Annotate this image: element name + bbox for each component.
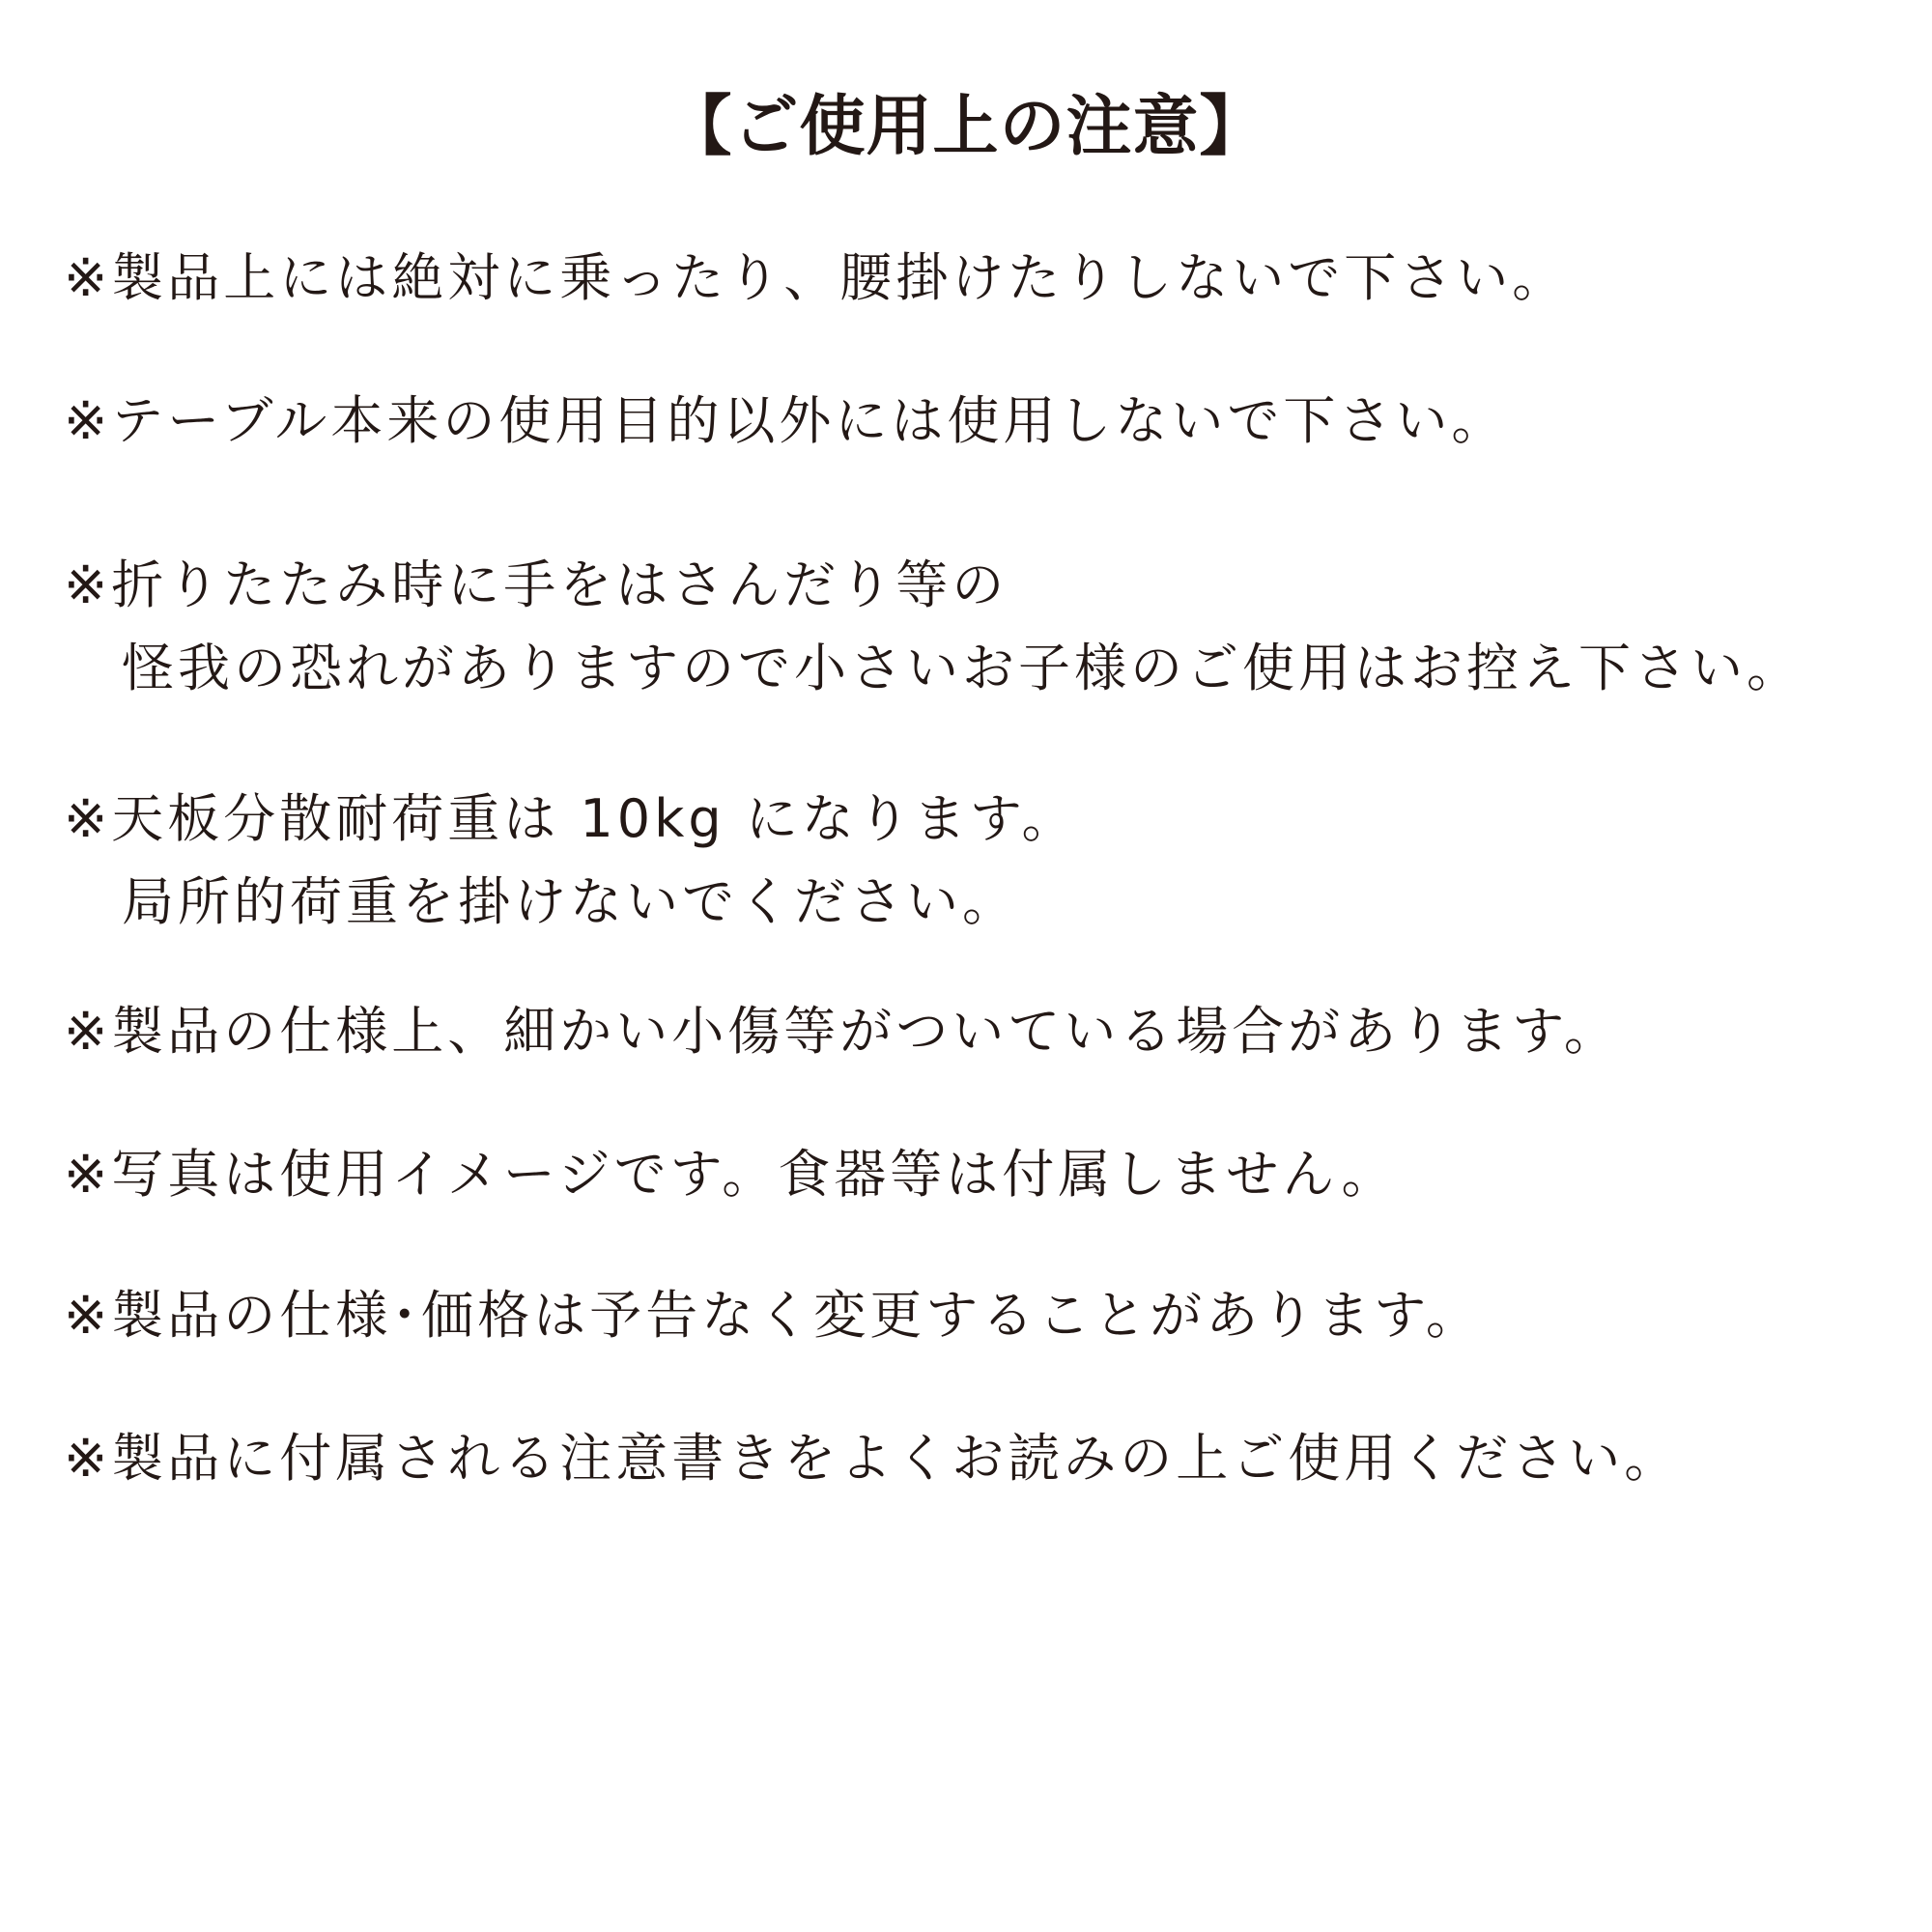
note-line-8: ※製品に付属される注意書きをよくお読みの上ご使用ください。	[64, 1428, 1681, 1489]
note-line-3a: ※折りたたみ時に手をはさんだり等の	[64, 554, 1009, 615]
page-title: 【ご使用上の注意】	[666, 89, 1266, 165]
note-line-4b: 局所的荷重を掛けないでください。	[122, 871, 1018, 932]
note-line-3b: 怪我の恐れがありますので小さいお子様のご使用はお控え下さい。	[122, 638, 1803, 698]
note-line-1: ※製品上には絶対に乗ったり、腰掛けたりしないで下さい。	[64, 247, 1569, 308]
note-line-4a: ※天板分散耐荷重は 10kg になります。	[64, 788, 1078, 849]
note-line-2: ※テーブル本来の使用目的以外には使用しないで下さい。	[64, 390, 1508, 451]
note-line-6: ※写真は使用イメージです。食器等は付属しません。	[64, 1144, 1398, 1205]
note-line-7: ※製品の仕様･価格は予告なく変更することがあります。	[64, 1285, 1482, 1346]
note-line-5: ※製品の仕様上、細かい小傷等がついている場合があります。	[64, 1001, 1620, 1062]
